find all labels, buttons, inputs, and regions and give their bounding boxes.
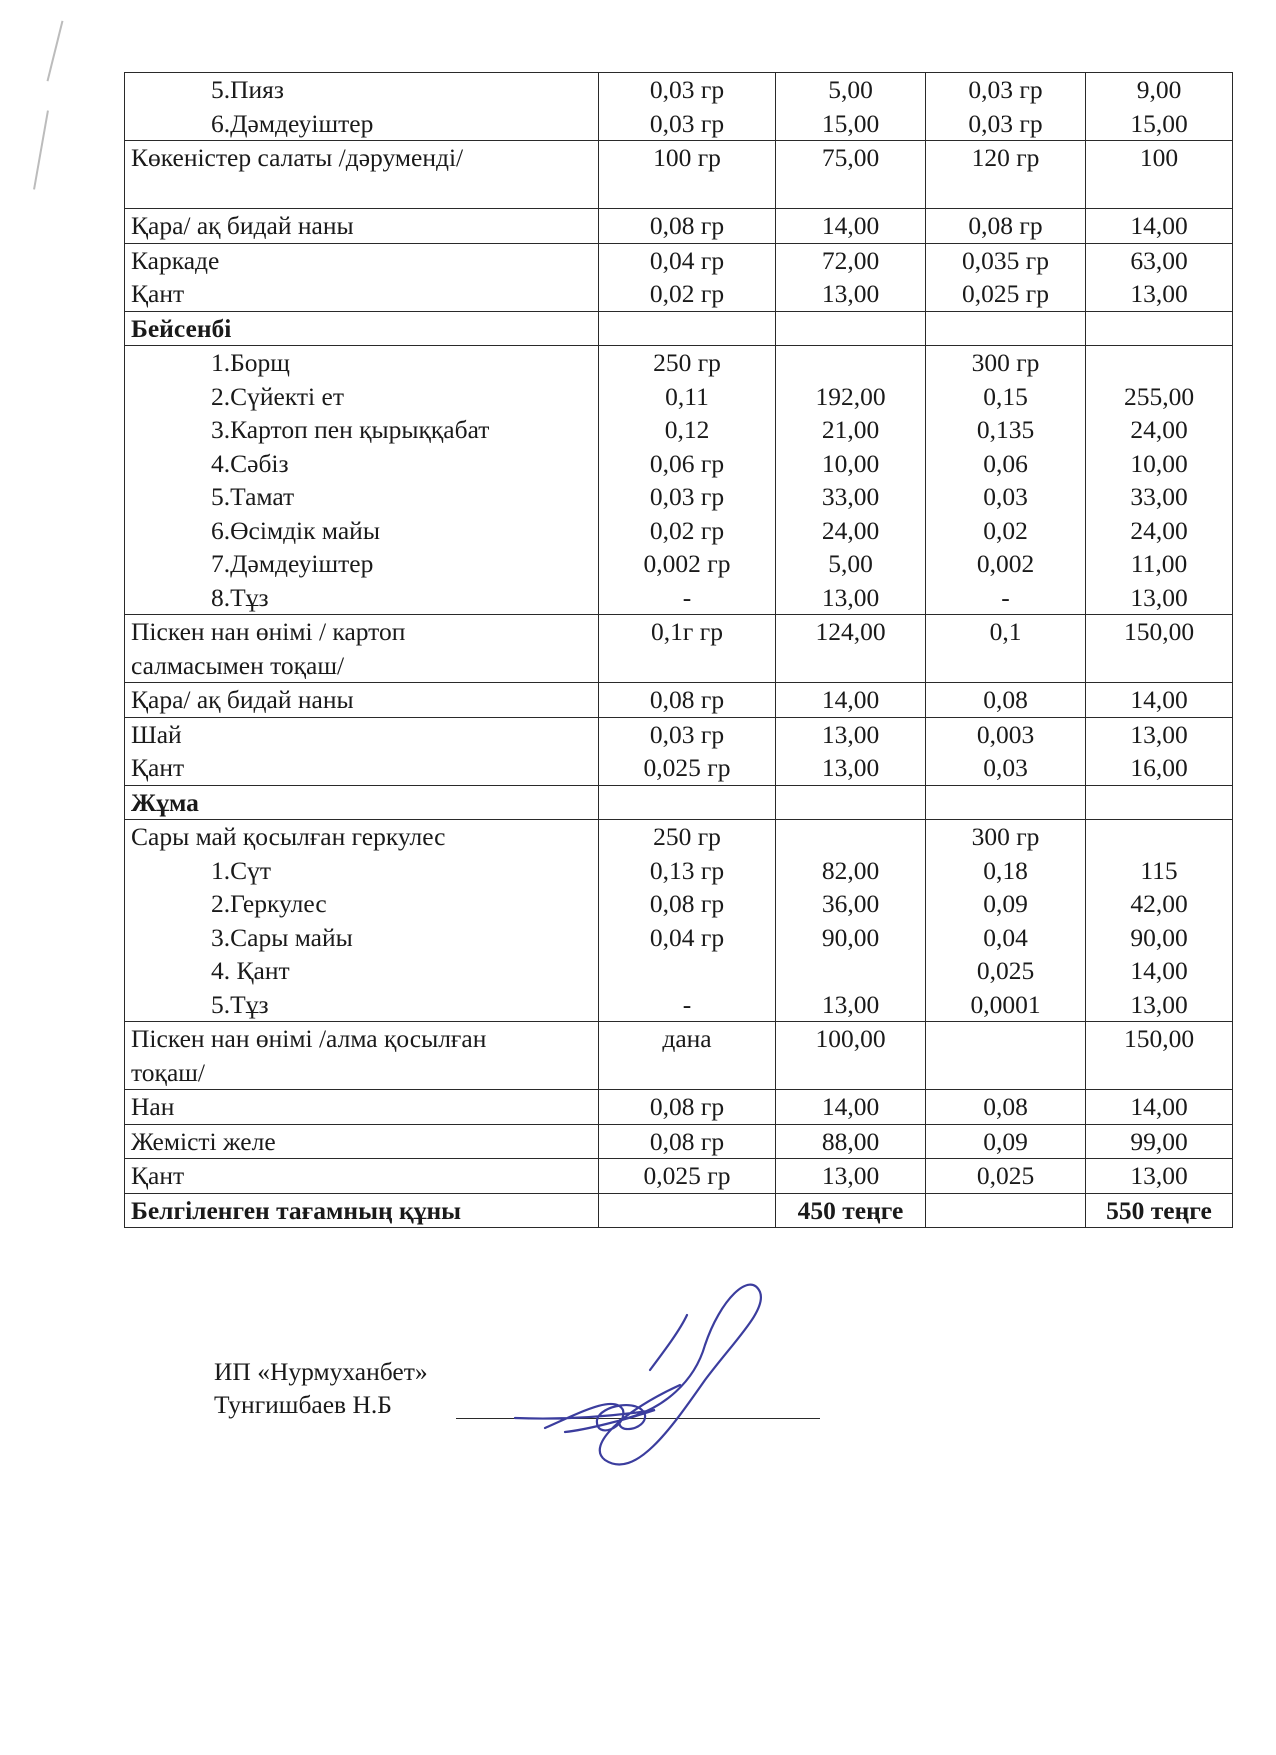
cell-line: 16,00 [1130, 753, 1188, 782]
cell-line: 13,00 [1130, 582, 1188, 612]
cell-line [1092, 312, 1226, 346]
cell-line: Нан [131, 1092, 175, 1121]
value-cell [1086, 243, 1233, 311]
cell-line: 450 теңге [797, 1195, 904, 1225]
value-cell [926, 209, 1086, 244]
item-name-cell [125, 141, 599, 209]
cell-line: 0,03 гр [649, 108, 725, 138]
value-cell [1086, 820, 1233, 1022]
cell-line [605, 312, 769, 346]
table-row [125, 209, 1233, 244]
signature-block [214, 1355, 428, 1421]
cell-line: 0,18 [983, 855, 1028, 885]
table-body [125, 73, 1233, 1228]
cell-line: 14,00 [1130, 1092, 1188, 1121]
cell-line: 5,00 [828, 549, 873, 578]
table-row [125, 820, 1233, 1022]
cell-line: 90,00 [1130, 922, 1188, 952]
cell-line: 10,00 [1130, 448, 1188, 478]
cell-line: 0,08 гр [649, 685, 725, 714]
value-cell [1086, 73, 1233, 141]
cell-line: 14,00 [821, 685, 880, 714]
cell-line: 0,06 [983, 448, 1028, 478]
cell-line: 82,00 [821, 855, 880, 885]
value-cell [1086, 1022, 1233, 1090]
cell-line: 150,00 [1123, 1024, 1195, 1053]
cell-line: Піскен нан өнімі / картоп [131, 617, 406, 646]
value-cell [926, 141, 1086, 209]
cell-line: - [682, 582, 692, 612]
value-cell [776, 683, 926, 718]
cell-line: 0,03 гр [968, 108, 1043, 138]
cell-line: 0,002 [976, 549, 1035, 578]
cell-line: 0,06 гр [649, 448, 725, 478]
cell-line: - [682, 989, 692, 1019]
cell-line: 150,00 [1123, 617, 1195, 646]
value-cell [1086, 615, 1233, 683]
handwritten-signature-icon [505, 1270, 775, 1470]
cell-line [782, 175, 919, 209]
cell-line [932, 175, 1079, 209]
item-name-cell [125, 1159, 599, 1194]
table-row [125, 73, 1233, 141]
cell-line: 5.Пияз [211, 75, 284, 104]
value-cell [776, 785, 926, 820]
value-cell [926, 73, 1086, 141]
item-name-cell [125, 717, 599, 785]
value-cell [926, 785, 1086, 820]
cell-line: 300 гр [971, 822, 1040, 851]
cell-line: 0,025 [976, 956, 1035, 985]
cell-line: 0,15 [983, 381, 1028, 411]
value-cell [1086, 311, 1233, 346]
cell-line: 11,00 [1130, 549, 1188, 578]
table-row [125, 311, 1233, 346]
cell-line: 0,09 [983, 889, 1028, 918]
cell-line: 0,08 [983, 1092, 1028, 1121]
cell-line: 63,00 [1130, 245, 1188, 275]
cell-line: 0,08 гр [649, 211, 725, 240]
item-name-cell [125, 243, 599, 311]
cell-line: 15,00 [821, 108, 880, 138]
cell-line: Жұма [131, 787, 199, 817]
value-cell [599, 346, 776, 615]
cell-line: 13,00 [821, 989, 880, 1019]
cell-line: 14,00 [1130, 956, 1188, 985]
cell-line: 100 гр [653, 143, 721, 172]
table-row [125, 1193, 1233, 1228]
cell-line: 13,00 [821, 582, 880, 612]
cell-line: 24,00 [821, 515, 880, 545]
cell-line: 0,03 [983, 482, 1028, 511]
cell-line: 0,04 [983, 922, 1028, 952]
cell-line [605, 786, 769, 820]
value-cell [599, 1022, 776, 1090]
table-row [125, 141, 1233, 209]
value-cell [926, 1022, 1086, 1090]
cell-line: 0,025 гр [962, 279, 1049, 308]
value-cell [1086, 683, 1233, 718]
cell-line: салмасымен тоқаш/ [131, 650, 345, 680]
cell-line: 100 [1139, 143, 1179, 172]
cell-line: Каркаде [131, 245, 220, 275]
cell-line: 8.Тұз [211, 582, 269, 612]
cell-line: 124,00 [815, 617, 886, 646]
value-cell [776, 243, 926, 311]
value-cell [776, 141, 926, 209]
value-cell [1086, 785, 1233, 820]
value-cell [599, 785, 776, 820]
value-cell [599, 209, 776, 244]
cell-line: 0,025 гр [643, 753, 731, 782]
value-cell [1086, 346, 1233, 615]
table-row [125, 346, 1233, 615]
cell-line: 33,00 [1130, 482, 1188, 511]
cell-line: 24,00 [1130, 415, 1188, 444]
value-cell [776, 1022, 926, 1090]
cell-line: 14,00 [1130, 685, 1188, 714]
scan-edge-mark [33, 110, 49, 189]
cell-line: Қант [131, 1161, 185, 1190]
item-name-cell [125, 346, 599, 615]
value-cell [926, 1159, 1086, 1194]
value-cell [776, 717, 926, 785]
table-row [125, 683, 1233, 718]
value-cell [926, 717, 1086, 785]
value-cell [599, 1193, 776, 1228]
cell-line: 14,00 [821, 211, 880, 240]
item-name-cell [125, 209, 599, 244]
cell-line: тоқаш/ [131, 1057, 205, 1087]
value-cell [599, 1159, 776, 1194]
cell-line: 15,00 [1130, 108, 1188, 138]
item-name-cell [125, 73, 599, 141]
cell-line: 13,00 [1130, 719, 1188, 749]
cell-line [1092, 175, 1226, 209]
cell-line: 4. Қант [211, 956, 290, 985]
item-name-cell [125, 311, 599, 346]
cell-line: 0,09 [983, 1126, 1028, 1156]
value-cell [926, 683, 1086, 718]
value-cell [776, 1090, 926, 1125]
cell-line: Қант [131, 753, 185, 782]
item-name-cell [125, 615, 599, 683]
item-name-cell [125, 1022, 599, 1090]
cell-line [131, 175, 592, 209]
cell-line [605, 175, 769, 209]
value-cell [599, 243, 776, 311]
cell-line: 192,00 [815, 381, 886, 411]
value-cell [599, 141, 776, 209]
value-cell [1086, 209, 1233, 244]
cell-line: 21,00 [821, 415, 880, 444]
value-cell [926, 311, 1086, 346]
cell-line: 0,1 [989, 617, 1022, 646]
cell-line: 14,00 [1130, 211, 1188, 240]
cell-line: 36,00 [821, 889, 880, 918]
cell-line: 0,08 гр [649, 889, 725, 918]
table-row [125, 1090, 1233, 1125]
cell-line: 72,00 [821, 245, 880, 275]
cell-line: 1.Борщ [211, 348, 290, 377]
cell-line: 0,12 [664, 415, 710, 444]
table-row [125, 1124, 1233, 1159]
value-cell [776, 73, 926, 141]
cell-line: 0,04 гр [649, 922, 725, 952]
cell-line: Белгіленген тағамның құны [131, 1195, 462, 1225]
cell-line: 300 гр [971, 348, 1040, 377]
cell-line [1092, 786, 1226, 820]
item-name-cell [125, 1090, 599, 1125]
cell-line: 0,11 [665, 381, 709, 411]
cell-line: 0,02 гр [649, 279, 725, 308]
cell-line: 0,03 гр [968, 75, 1043, 104]
value-cell [776, 1159, 926, 1194]
table-row [125, 785, 1233, 820]
value-cell [599, 717, 776, 785]
cell-line: 0,02 [983, 515, 1028, 545]
cell-line: 1.Сүт [211, 855, 272, 885]
cell-line [1092, 346, 1226, 380]
cell-line [782, 346, 919, 380]
cell-line: 13,00 [821, 719, 880, 749]
cell-line: 13,00 [1130, 1161, 1188, 1190]
value-cell [599, 73, 776, 141]
cell-line: 0,08 гр [649, 1092, 725, 1121]
cell-line: 88,00 [821, 1126, 880, 1156]
cell-line: 3.Картоп пен қырыққабат [211, 415, 490, 444]
cell-line: 2.Геркулес [211, 889, 327, 918]
value-cell [926, 1090, 1086, 1125]
value-cell [926, 615, 1086, 683]
cell-line: 13,00 [1130, 989, 1188, 1019]
cell-line: 0,025 [976, 1161, 1035, 1190]
cell-line: 0,002 гр [643, 549, 731, 578]
cell-line: 13,00 [821, 753, 880, 782]
cell-line: 0,02 гр [649, 515, 725, 545]
cell-line: Шай [131, 719, 182, 749]
item-name-cell [125, 785, 599, 820]
cell-line: 10,00 [821, 448, 880, 478]
value-cell [926, 346, 1086, 615]
value-cell [776, 346, 926, 615]
cell-line: Қант [131, 279, 185, 308]
cell-line [932, 1194, 1079, 1228]
value-cell [1086, 141, 1233, 209]
cell-line: 5.Тамат [211, 482, 295, 511]
cell-line: 250 гр [653, 822, 721, 851]
cell-line: 90,00 [821, 922, 880, 952]
value-cell [926, 820, 1086, 1022]
cell-line: 13,00 [1130, 279, 1188, 308]
company-name: ИП «Нурмуханбет» [214, 1357, 428, 1386]
cell-line: 14,00 [821, 1092, 880, 1121]
cell-line: 13,00 [821, 1161, 880, 1190]
item-name-cell [125, 820, 599, 1022]
value-cell [776, 820, 926, 1022]
cell-line: 0,04 гр [649, 245, 725, 275]
cell-line: 0,03 [983, 753, 1028, 782]
item-name-cell [125, 1193, 599, 1228]
cell-line: Көкеністер салаты /дәруменді/ [131, 143, 464, 172]
value-cell [599, 615, 776, 683]
cell-line: 0,003 [976, 719, 1035, 749]
cell-line [932, 1022, 1079, 1056]
cell-line: 6.Өсімдік майы [211, 515, 380, 545]
cell-line [782, 954, 919, 988]
cell-line: 0,03 гр [649, 75, 725, 104]
item-name-cell [125, 683, 599, 718]
table-row [125, 1022, 1233, 1090]
cell-line: 115 [1140, 855, 1178, 885]
value-cell [776, 1124, 926, 1159]
cell-line: 0,03 гр [649, 482, 725, 511]
value-cell [599, 1090, 776, 1125]
cell-line: 33,00 [821, 482, 880, 511]
cell-line: 0,08 [983, 685, 1028, 714]
table-row [125, 717, 1233, 785]
cell-line: дана [662, 1024, 712, 1053]
cell-line: 3.Сары майы [211, 922, 353, 952]
cell-line [782, 786, 919, 820]
signer-name: Тунгишбаев Н.Б [214, 1390, 392, 1419]
cell-line: 0,08 гр [968, 211, 1043, 240]
value-cell [1086, 1124, 1233, 1159]
value-cell [776, 209, 926, 244]
cell-line: Қара/ ақ бидай наны [131, 685, 354, 714]
cell-line [605, 954, 769, 988]
cell-line: 9,00 [1136, 75, 1182, 104]
item-name-cell [125, 1124, 599, 1159]
cell-line: 7.Дәмдеуіштер [211, 549, 374, 578]
value-cell [776, 615, 926, 683]
cell-line: 0,135 [976, 415, 1035, 444]
cell-line: 42,00 [1130, 889, 1188, 918]
table-row [125, 1159, 1233, 1194]
cell-line: 0,1г гр [651, 617, 723, 646]
value-cell [776, 311, 926, 346]
value-cell [776, 1193, 926, 1228]
value-cell [1086, 1159, 1233, 1194]
menu-cost-table [124, 72, 1233, 1228]
cell-line: 0,03 гр [649, 719, 725, 749]
cell-line: 6.Дәмдеуіштер [211, 108, 374, 138]
value-cell [1086, 1090, 1233, 1125]
cell-line: Жемісті желе [131, 1126, 276, 1156]
value-cell [599, 311, 776, 346]
cell-line [1092, 820, 1226, 854]
cell-line: 5.Тұз [211, 989, 269, 1019]
cell-line: 5,00 [828, 75, 873, 104]
cell-line: Қара/ ақ бидай наны [131, 211, 354, 240]
cell-line: 0,035 гр [962, 245, 1049, 275]
cell-line: 75,00 [821, 143, 880, 172]
value-cell [599, 820, 776, 1022]
scan-edge-mark [47, 21, 64, 82]
cell-line: 4.Сәбіз [211, 448, 289, 478]
value-cell [1086, 717, 1233, 785]
cell-line: 250 гр [653, 348, 721, 377]
cell-line [782, 820, 919, 854]
cell-line: 2.Сүйекті ет [211, 381, 344, 411]
cell-line: 24,00 [1130, 515, 1188, 545]
cell-line: Сары май қосылған геркулес [131, 822, 446, 851]
value-cell [926, 243, 1086, 311]
value-cell [926, 1193, 1086, 1228]
cell-line: 255,00 [1123, 381, 1195, 411]
value-cell [1086, 1193, 1233, 1228]
cell-line: 0,025 гр [643, 1161, 731, 1190]
table-row [125, 615, 1233, 683]
cell-line: 0,08 гр [649, 1126, 725, 1156]
cell-line [932, 786, 1079, 820]
cell-line: 100,00 [815, 1024, 886, 1053]
cell-line: 0,13 гр [649, 855, 725, 885]
cell-line: 0,0001 [970, 989, 1041, 1019]
value-cell [599, 1124, 776, 1159]
cell-line: 120 гр [971, 143, 1040, 172]
table-row [125, 243, 1233, 311]
value-cell [926, 1124, 1086, 1159]
cell-line: Піскен нан өнімі /алма қосылған [131, 1024, 487, 1053]
cell-line [932, 312, 1079, 346]
cell-line [782, 312, 919, 346]
cell-line [605, 1194, 769, 1228]
cell-line: - [1001, 582, 1010, 612]
cell-line: 99,00 [1130, 1126, 1188, 1156]
value-cell [599, 683, 776, 718]
cell-line: Бейсенбі [131, 313, 232, 343]
cell-line: 550 теңге [1106, 1195, 1212, 1225]
cell-line: 13,00 [821, 279, 880, 308]
